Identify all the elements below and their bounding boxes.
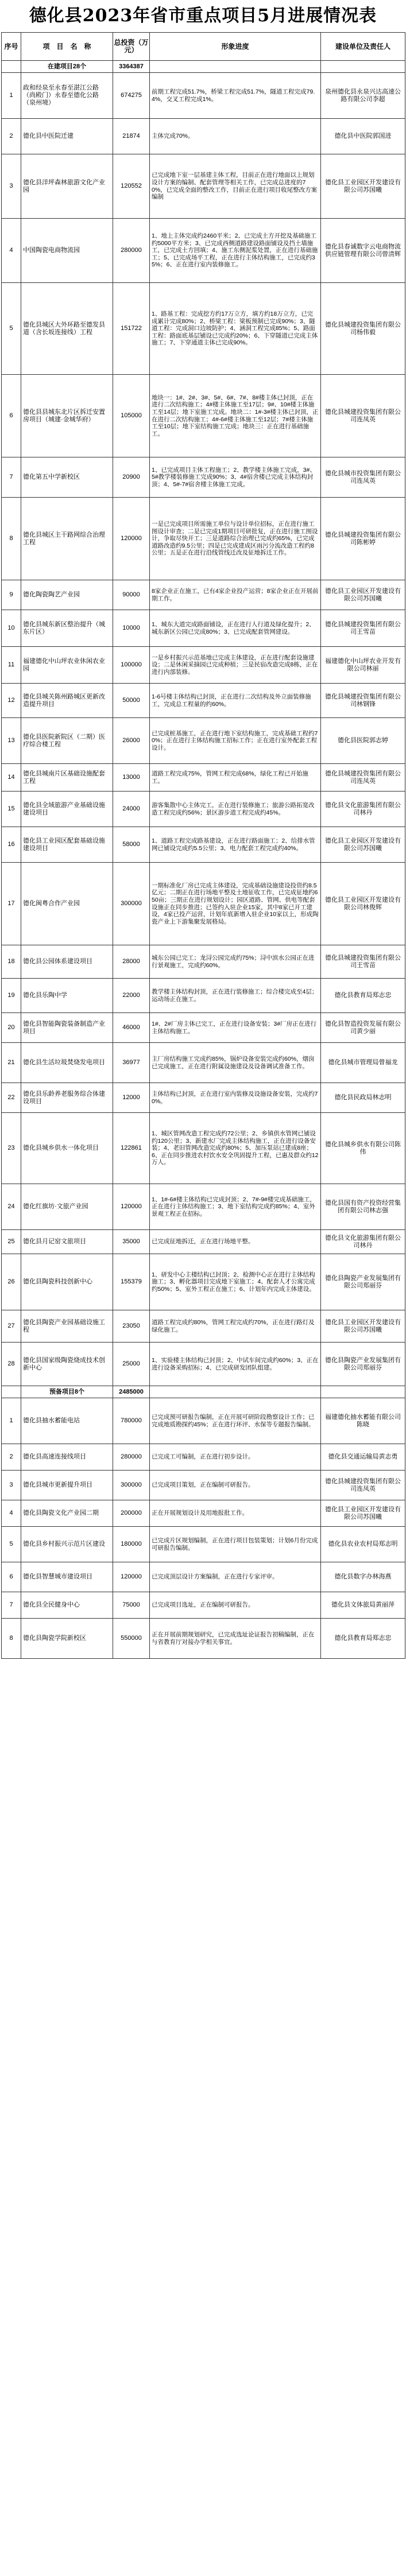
row-progress: 已完成地下室一层基建主体工程，目前正在进行地面以上规划设计方案的编制、配套管理等相关工作，已完成总进度的70%，已完成全面的整改工作，目前正在进行项目收尾整改方案编制 [150,154,321,219]
row-investment: 26000 [113,718,150,764]
row-investment: 120000 [113,1562,150,1592]
row-responsible: 福建德化中山坪农业开发有限公司林丽 [321,647,405,684]
table-row [2,283,405,375]
row-responsible: 德化县文化旅游集团有限公司林丹 [321,792,405,827]
row-num: 3 [2,1471,21,1500]
row-progress: 1、1#-6#楼主体结构已完成封顶；2、7#-9#楼完成基础施工，正在进行主体结构施工；3、地下室结构完成约85%；4、室外景观工程正在招标。 [150,1184,321,1230]
row-responsible: 德化县中医院郭国进 [321,119,405,154]
table-row [2,1471,405,1500]
row-progress: 1#、2#厂房主体已完工，正在进行设备安装；3#厂房正在进行主体结构施工。 [150,1013,321,1043]
row-responsible: 德化县交通运输局黄志勇 [321,1444,405,1471]
row-investment: 780000 [113,1398,150,1444]
row-project-name: 德化陶瓷陶艺产业园 [21,580,113,610]
row-investment: 300000 [113,1471,150,1500]
row-project-name: 德化县医院新院区（二期）医疗综合楼工程 [21,718,113,764]
row-investment: 21874 [113,119,150,154]
row-project-name: 德化县月记窑文旅项目 [21,1230,113,1254]
row-responsible: 德化县城乡供水有限公司陈伟 [321,1113,405,1184]
row-num: 19 [2,979,21,1013]
section-label: 在建项目28个 [21,61,113,73]
row-progress: 已完成工可编制，正在进行初步设计。 [150,1444,321,1471]
table-body [2,61,405,1659]
row-num: 8 [2,498,21,580]
section-num-cell [2,1386,21,1398]
row-responsible: 德化县城建投资集团有限公司林钢锋 [321,684,405,718]
row-investment: 12000 [113,1083,150,1113]
table-row [2,1113,405,1184]
table-row [2,73,405,119]
row-responsible: 德化县城建投资集团有限公司王雪苗 [321,945,405,979]
section-row [2,1386,405,1398]
table-row [2,1254,405,1310]
table-row [2,647,405,684]
row-investment: 10000 [113,610,150,647]
table-row [2,1184,405,1230]
row-num: 7 [2,1592,21,1619]
section-num-cell [2,61,21,73]
row-investment: 151722 [113,283,150,375]
row-progress: 主体结构已封顶，正在进行室内装修及设施设备安装，完成约70%。 [150,1083,321,1113]
table-row [2,979,405,1013]
section-responsible-cell [321,61,405,73]
section-progress-cell [150,1386,321,1398]
row-project-name: 德化红旗坊·文旅产业园 [21,1184,113,1230]
row-project-name: 德化第五中学新校区 [21,457,113,498]
row-progress: 1-6号楼主体结构已封顶，正在进行二次结构及外立面装修施工，完成总工程量的约60%。 [150,684,321,718]
row-project-name: 德化县城区主干路网综合治理工程 [21,498,113,580]
row-project-name: 德化县城乡供水一体化项目 [21,1113,113,1184]
row-responsible: 德化县数字办林海燕 [321,1562,405,1592]
row-num: 10 [2,610,21,647]
row-project-name: 德化县城区大外环路至德发县道（含长坂连接线）工程 [21,283,113,375]
table-header-row [2,33,405,61]
row-responsible: 德化县工业园区开发建设有限公司苏国曦 [321,1310,405,1343]
row-responsible: 德化县农业农村局郑志明 [321,1527,405,1562]
row-project-name: 德化县全域旅游产业基础设施建设项目 [21,792,113,827]
row-num: 22 [2,1083,21,1113]
row-investment: 120000 [113,498,150,580]
row-progress: 正在开展前期规划研究，已完成选址论证报告初稿编制，正在与省教育厅对接办学相关事宜。 [150,1619,321,1659]
row-num: 13 [2,718,21,764]
row-progress: 道路工程完成75%，管网工程完成68%，绿化工程已开始施工。 [150,764,321,792]
header-num: 序号 [2,33,21,61]
row-project-name: 德化县乡村振兴示范片区建设 [21,1527,113,1562]
table-row [2,792,405,827]
row-responsible: 德化县城建投资集团有限公司连凤英 [321,764,405,792]
row-num: 24 [2,1184,21,1230]
section-responsible-cell [321,1386,405,1398]
table-row [2,1398,405,1444]
section-total: 2485000 [113,1386,150,1398]
row-investment: 46000 [113,1013,150,1043]
row-progress: 1、城东大道完成路面铺设，正在进行人行道及绿化提升；2、城东新区公园已完成80%；3、已完成配套管网建设。 [150,610,321,647]
row-num: 12 [2,684,21,718]
row-progress: 已完成项目选址，正在编制可研报告。 [150,1592,321,1619]
row-num: 6 [2,1562,21,1592]
row-project-name: 德化县生活垃圾焚烧发电项目 [21,1043,113,1083]
table-row [2,610,405,647]
table-row [2,1619,405,1659]
row-num: 3 [2,154,21,219]
section-row [2,61,405,73]
table-row [2,119,405,154]
row-investment: 674275 [113,73,150,119]
row-responsible: 德化县工业园区开发建设有限公司林俊辉 [321,863,405,945]
row-num: 5 [2,283,21,375]
table-row [2,580,405,610]
row-progress: 8家企业正在施工，已有4家企业投产运营；8家企业正在开展前期工作。 [150,580,321,610]
row-progress: 1、实验楼主体结构已封顶；2、中试车间完成约60%；3、正在进行设备采购招标；4、已完成研发团队组建。 [150,1343,321,1386]
row-responsible: 德化县城建投资集团有限公司王雪苗 [321,610,405,647]
row-num: 9 [2,580,21,610]
row-progress: 已完成征地拆迁，正在进行场地平整。 [150,1230,321,1254]
row-investment: 20900 [113,457,150,498]
progress-table [1,32,405,1659]
row-responsible: 福建德化抽水蓄能有限公司陈晓 [321,1398,405,1444]
row-investment: 122861 [113,1113,150,1184]
section-label: 预备项目8个 [21,1386,113,1398]
row-responsible: 德化县工业园区开发建设有限公司苏国曦 [321,154,405,219]
row-responsible: 德化县城市投资集团有限公司连凤英 [321,457,405,498]
row-progress: 已完成桩基施工，正在进行地下室结构施工，完成基础工程约70%；正在进行主体结构施工招标工作；正在进行室外配套工程设计。 [150,718,321,764]
row-responsible: 德化县城建投资集团有限公司连凤英 [321,375,405,457]
row-progress: 城东公园已完工；龙浔公园完成约75%；浔中滨水公园正在进行景观施工，完成约60%。 [150,945,321,979]
row-project-name: 德化县城市更新提升项目 [21,1471,113,1500]
row-responsible: 德化县医院郭志婷 [321,718,405,764]
table-row [2,1444,405,1471]
table-row [2,863,405,945]
table-row [2,1343,405,1386]
table-row [2,1527,405,1562]
table-row [2,219,405,283]
page-title: 德化县2023年省市重点项目5月进展情况表 [29,6,377,26]
row-responsible: 德化县工业园区开发建设有限公司苏国曦 [321,1500,405,1527]
row-project-name: 德化县抽水蓄能电站 [21,1398,113,1444]
row-investment: 23050 [113,1310,150,1343]
row-project-name: 德化县中医院迁建 [21,119,113,154]
row-progress: 游客集散中心主体完工，正在进行装修施工；旅游公路拓宽改造工程完成约56%；景区游步道工程完成约45%。 [150,792,321,827]
table-row [2,945,405,979]
row-responsible: 德化县城建投资集团有限公司杨伟毅 [321,283,405,375]
row-num: 1 [2,73,21,119]
row-responsible: 德化县智造投资发展有限公司黄少丽 [321,1013,405,1043]
row-progress: 1、地上主体完成约2460平米；2、已完成土方开挖及基础施工约5000平方米；3、已完成西侧道路建设路面铺设及挡土墙施工，已完成土方回填；4、施工东侧泥浆处置，正在进行基础施工；5、已完成场平工程，正在进行主体结构施工，已完成约35%；6、正在进行室内装修施工。 [150,219,321,283]
row-progress: 已完成项目策划，正在编制可研报告。 [150,1471,321,1500]
row-responsible: 德化县陶瓷产业发展集团有限公司郑丽芬 [321,1254,405,1310]
row-project-name: 德化县城东新区整治提升（城东片区） [21,610,113,647]
row-responsible: 德化县文体旅局黄丽萍 [321,1592,405,1619]
table-row [2,1043,405,1083]
row-investment: 105000 [113,375,150,457]
row-progress: 1、研发中心主楼结构已封顶；2、检测中心正在进行主体结构施工；3、孵化器项目完成地下室施工；4、配套人才公寓完成约50%；5、室外工程正在施工；6、计划年内完成主体建设。 [150,1254,321,1310]
row-num: 21 [2,1043,21,1083]
row-investment: 25000 [113,1343,150,1386]
row-num: 26 [2,1254,21,1310]
row-num: 2 [2,119,21,154]
row-project-name: 德化县城关陈州路城区更新改造提升项目 [21,684,113,718]
row-investment: 120552 [113,154,150,219]
table-row [2,1500,405,1527]
row-investment: 75000 [113,1592,150,1619]
table-row [2,1592,405,1619]
table-row [2,1230,405,1254]
row-project-name: 德化县乐龄养老服务综合体建设项目 [21,1083,113,1113]
header-responsible: 建设单位及责任人 [321,33,405,61]
row-responsible: 泉州德化县永泉兴达高速公路有限公司李超 [321,73,405,119]
row-project-name: 德化县智能陶瓷装备制造产业项目 [21,1013,113,1043]
row-investment: 155379 [113,1254,150,1310]
row-responsible: 德化县工业园区开发建设有限公司苏国曦 [321,827,405,863]
row-progress: 正在开展规划设计及用地报批工作。 [150,1500,321,1527]
row-investment: 100000 [113,647,150,684]
row-project-name: 德化县城南片区基础设施配套工程 [21,764,113,792]
row-num: 18 [2,945,21,979]
row-investment: 180000 [113,1527,150,1562]
row-project-name: 德化县智慧城市建设项目 [21,1562,113,1592]
row-investment: 22000 [113,979,150,1013]
row-progress: 教学楼主体结构封顶，正在进行装修施工；综合楼完成至4层；运动场正在施工。 [150,979,321,1013]
row-progress: 道路工程完成约80%，管网工程完成约70%，正在进行路灯及绿化施工。 [150,1310,321,1343]
row-progress: 1、路基工程：完成挖方约17万立方，填方约18万立方，已完成累计完成80%；2、桥梁工程：梁板预制已完成90%；3、隧道工程：完成洞口边坡防护；4、涵洞工程完成85%；5、路面工程：路面底基层铺设已完成约20%；6、下穿隧道已完成主体施工；7、下穿通道主体已完成90%。 [150,283,321,375]
table-row [2,498,405,580]
table-row [2,1013,405,1043]
row-num: 20 [2,1013,21,1043]
row-num: 8 [2,1619,21,1659]
row-progress: 1、道路工程完成路基建设，正在进行路面施工；2、给排水管网已铺设完成约5.5公里；3、电力配套工程完成约40%。 [150,827,321,863]
section-progress-cell [150,61,321,73]
row-project-name: 德化县陶瓷科技创新中心 [21,1254,113,1310]
row-project-name: 福建德化中山坪农业休闲农业园 [21,647,113,684]
row-progress: 已完成顶层设计方案编制，正在进行专家评审。 [150,1562,321,1592]
row-investment: 300000 [113,863,150,945]
table-row [2,1562,405,1592]
row-progress: 已完成片区规划编制，正在进行项目包装策划；计划6月份完成可研报告编制。 [150,1527,321,1562]
section-total: 3364387 [113,61,150,73]
row-num: 28 [2,1343,21,1386]
row-num: 7 [2,457,21,498]
row-investment: 200000 [113,1500,150,1527]
row-responsible: 德化县城市管理局曾福龙 [321,1043,405,1083]
row-investment: 550000 [113,1619,150,1659]
table-row [2,827,405,863]
row-responsible: 德化县陶瓷产业发展集团有限公司郑丽芬 [321,1343,405,1386]
row-responsible: 德化县春诚数字云电商物流供应链管理有限公司曾清辉 [321,219,405,283]
row-project-name: 德化县陶瓷学院新校区 [21,1619,113,1659]
table-row [2,375,405,457]
row-responsible: 德化县民政局林志明 [321,1083,405,1113]
row-num: 25 [2,1230,21,1254]
row-responsible: 德化县工业园区开发建设有限公司苏国曦 [321,580,405,610]
row-project-name: 德化县洋坪森林旅游文化产业园 [21,154,113,219]
row-progress: 已完成预可研报告编制，正在开展可研阶段勘察设计工作；已完成地质勘探约45%；正在进行环评、水保等专题报告编制。 [150,1398,321,1444]
table-row [2,457,405,498]
row-investment: 36977 [113,1043,150,1083]
row-investment: 28000 [113,945,150,979]
row-investment: 50000 [113,684,150,718]
row-project-name: 德化县国家级陶瓷烧成技术创新中心 [21,1343,113,1386]
row-num: 15 [2,792,21,827]
row-investment: 24000 [113,792,150,827]
table-row [2,1310,405,1343]
row-responsible: 德化县城建投资集团有限公司连凤英 [321,1471,405,1500]
row-num: 17 [2,863,21,945]
row-progress: 1、城区管网改造工程完成约72公里；2、乡镇供水管网已铺设约120公里；3、新建水厂完成主体结构施工，正在进行设备安装；4、老旧管网改造完成约80%；5、加压泵站已建成8座；6、正在同步推进农村饮水安全巩固提升工程，已惠及群众约12万人。 [150,1113,321,1184]
row-project-name: 德化县乐陶中学 [21,979,113,1013]
row-project-name: 中国陶瓷电商物流园 [21,219,113,283]
row-progress: 主体完成70%。 [150,119,321,154]
row-progress: 主厂房结构施工完成约85%，锅炉设备安装完成约60%，烟囱已完成施工，正在进行附属设施建设及设备调试准备工作。 [150,1043,321,1083]
table-row [2,154,405,219]
row-num: 4 [2,1500,21,1527]
row-num: 23 [2,1113,21,1184]
row-investment: 120000 [113,1184,150,1230]
row-project-name: 德化县陶瓷文化产业园二期 [21,1500,113,1527]
header-name: 项 目 名 称 [21,33,113,61]
table-row [2,764,405,792]
row-progress: 一是乡村振兴示范基地已完成主体建设，正在进行配套设施建设；二是休闲采摘园已完成种植；三是民宿改造完成8栋，正在进行内部装修。 [150,647,321,684]
row-num: 6 [2,375,21,457]
row-investment: 35000 [113,1230,150,1254]
table-row [2,684,405,718]
row-project-name: 德化县县城东北片区拆迁安置房项目（城建·金城华府） [21,375,113,457]
row-num: 11 [2,647,21,684]
row-project-name: 德化县全民健身中心 [21,1592,113,1619]
row-investment: 90000 [113,580,150,610]
row-project-name: 德化县陶瓷产业园基础设施工程 [21,1310,113,1343]
row-investment: 280000 [113,1444,150,1471]
row-responsible: 德化县教育局郑志忠 [321,1619,405,1659]
row-investment: 13000 [113,764,150,792]
row-responsible: 德化县国有资产投资经营集团有限公司林志强 [321,1184,405,1230]
row-investment: 58000 [113,827,150,863]
table-row [2,1083,405,1113]
row-progress: 地块一：1#、2#、3#、5#、6#、7#、8#楼主体已封顶，正在进行二次结构施工；4#楼主体施工至17层；9#、10#楼主体施工至14层；地下室施工完成。地块二：1#-3#楼主体已封顶，正在进行二次结构施工；4#-6#楼主体施工至12层；7#楼主体施工至10层；地下室结构施工完成；地块三：正在进行基础施工。 [150,375,321,457]
row-project-name: 德化县工业园区配套基础设施建设项目 [21,827,113,863]
row-responsible: 德化县城建投资集团有限公司陈彬婷 [321,498,405,580]
row-num: 1 [2,1398,21,1444]
row-progress: 前期工程完成51.7%，桥梁工程完成51.7%，隧道工程完成79.4%，交叉工程完成1%。 [150,73,321,119]
row-num: 16 [2,827,21,863]
row-investment: 280000 [113,219,150,283]
header-investment: 总投资（万元） [113,33,150,61]
row-project-name: 德化闽粤合作产业园 [21,863,113,945]
row-num: 27 [2,1310,21,1343]
row-responsible: 德化县教育局郑志忠 [321,979,405,1013]
row-num: 5 [2,1527,21,1562]
row-responsible: 德化县文化旅游集团有限公司林丹 [321,1230,405,1254]
header-progress: 形象进度 [150,33,321,61]
row-project-name: 政和经泉至永春至湛江公路（尚殿门）永春至德化公路（泉州境） [21,73,113,119]
row-project-name: 德化县高速连接线项目 [21,1444,113,1471]
row-project-name: 德化县公园体系建设项目 [21,945,113,979]
row-progress: 一期标准化厂房已完成主体建设，完成基础设施建设投资约8.5亿元；二期正在进行场地平整及土地征收工作，已完成征地约650亩；三期正在进行规划设计；园区道路、管网、供电等配套设施正在同步推进；已签约入驻企业15家，其中8家已开工建设，4家已投产运营，计划年底新增入驻企业10家以上，形成陶瓷产业上下游集聚发展格局。 [150,863,321,945]
row-progress: 一是已完成项目所需施工单位与设计单位招标，正在进行施工图设计审查；二是已完成1期项目可研批复，正在进行施工图设计，争取尽快开工；三是道路综合治理已完成约65%，已完成道路改造约9.5公里；四是已完成建成区雨污分流改造工程约8公里；五是正在进行沿线管线迁改及征地拆迁工作。 [150,498,321,580]
row-num: 2 [2,1444,21,1471]
row-num: 14 [2,764,21,792]
row-progress: 1、已完成项目主体工程施工；2、教学楼主体施工完成，3#、5#教学楼装修施工完成90%；3、4#宿舍楼已完成主体结构封顶；4、5#-7#宿舍楼主体施工完成。 [150,457,321,498]
table-row [2,718,405,764]
row-num: 4 [2,219,21,283]
